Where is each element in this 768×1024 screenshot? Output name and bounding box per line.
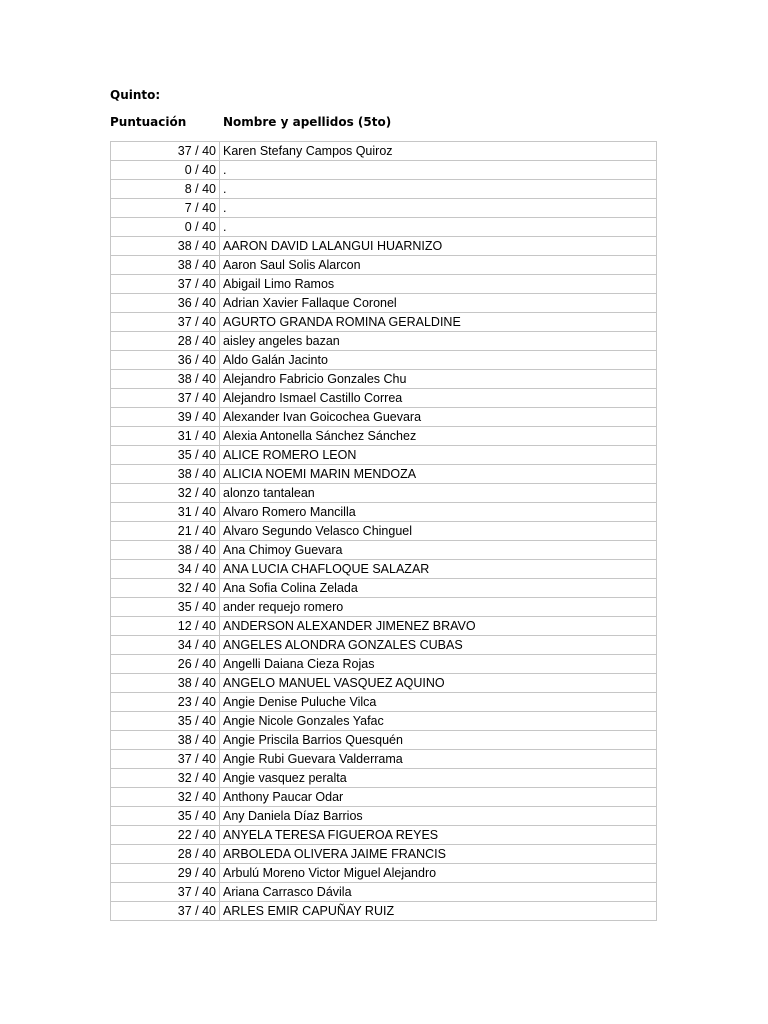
table-row bbox=[111, 883, 657, 902]
table-row bbox=[111, 465, 657, 484]
score-cell: 32 / 40 bbox=[111, 769, 220, 788]
table-row bbox=[111, 199, 657, 218]
score-cell: 28 / 40 bbox=[111, 332, 220, 351]
student-name-cell: Alexander Ivan Goicochea Guevara bbox=[220, 408, 657, 427]
table-row bbox=[111, 313, 657, 332]
scores-table-body bbox=[111, 142, 657, 921]
table-row bbox=[111, 617, 657, 636]
table-row bbox=[111, 218, 657, 237]
score-cell: 7 / 40 bbox=[111, 199, 220, 218]
student-name-cell: ALICIA NOEMI MARIN MENDOZA bbox=[220, 465, 657, 484]
table-row bbox=[111, 541, 657, 560]
score-cell: 21 / 40 bbox=[111, 522, 220, 541]
student-name-cell: aisley angeles bazan bbox=[220, 332, 657, 351]
table-row bbox=[111, 864, 657, 883]
score-cell: 36 / 40 bbox=[111, 351, 220, 370]
student-name-cell: Arbulú Moreno Victor Miguel Alejandro bbox=[220, 864, 657, 883]
score-cell: 38 / 40 bbox=[111, 465, 220, 484]
student-name-cell: ander requejo romero bbox=[220, 598, 657, 617]
table-row bbox=[111, 636, 657, 655]
table-row bbox=[111, 712, 657, 731]
student-name-cell: Alvaro Romero Mancilla bbox=[220, 503, 657, 522]
score-cell: 39 / 40 bbox=[111, 408, 220, 427]
score-cell: 37 / 40 bbox=[111, 902, 220, 921]
student-name-cell: Any Daniela Díaz Barrios bbox=[220, 807, 657, 826]
student-name-cell: . bbox=[220, 180, 657, 199]
student-name-cell: Ana Chimoy Guevara bbox=[220, 541, 657, 560]
table-row bbox=[111, 731, 657, 750]
student-name-cell: . bbox=[220, 218, 657, 237]
student-name-cell: alonzo tantalean bbox=[220, 484, 657, 503]
table-row bbox=[111, 655, 657, 674]
student-name-cell: Angie vasquez peralta bbox=[220, 769, 657, 788]
table-row bbox=[111, 674, 657, 693]
score-cell: 32 / 40 bbox=[111, 788, 220, 807]
student-name-cell: ANGELES ALONDRA GONZALES CUBAS bbox=[220, 636, 657, 655]
table-row bbox=[111, 560, 657, 579]
student-name-cell: Alexia Antonella Sánchez Sánchez bbox=[220, 427, 657, 446]
name-column-header: Nombre y apellidos (5to) bbox=[223, 115, 392, 129]
table-row bbox=[111, 446, 657, 465]
score-cell: 32 / 40 bbox=[111, 579, 220, 598]
score-column-header: Puntuación bbox=[110, 115, 187, 129]
table-row bbox=[111, 807, 657, 826]
table-row bbox=[111, 370, 657, 389]
score-cell: 32 / 40 bbox=[111, 484, 220, 503]
table-row bbox=[111, 750, 657, 769]
score-cell: 37 / 40 bbox=[111, 142, 220, 161]
table-row bbox=[111, 161, 657, 180]
student-name-cell: Angie Priscila Barrios Quesquén bbox=[220, 731, 657, 750]
scores-table bbox=[110, 141, 657, 921]
score-cell: 38 / 40 bbox=[111, 541, 220, 560]
table-row bbox=[111, 294, 657, 313]
student-name-cell: ALICE ROMERO LEON bbox=[220, 446, 657, 465]
score-cell: 35 / 40 bbox=[111, 446, 220, 465]
student-name-cell: Angie Denise Puluche Vilca bbox=[220, 693, 657, 712]
table-row bbox=[111, 769, 657, 788]
table-row bbox=[111, 598, 657, 617]
score-cell: 28 / 40 bbox=[111, 845, 220, 864]
student-name-cell: ARBOLEDA OLIVERA JAIME FRANCIS bbox=[220, 845, 657, 864]
score-cell: 37 / 40 bbox=[111, 275, 220, 294]
student-name-cell: Adrian Xavier Fallaque Coronel bbox=[220, 294, 657, 313]
table-row bbox=[111, 275, 657, 294]
student-name-cell: . bbox=[220, 199, 657, 218]
score-cell: 38 / 40 bbox=[111, 731, 220, 750]
score-cell: 23 / 40 bbox=[111, 693, 220, 712]
section-title: Quinto: bbox=[110, 88, 161, 102]
table-row bbox=[111, 332, 657, 351]
score-cell: 38 / 40 bbox=[111, 256, 220, 275]
table-row bbox=[111, 693, 657, 712]
score-cell: 34 / 40 bbox=[111, 560, 220, 579]
table-row bbox=[111, 142, 657, 161]
score-cell: 26 / 40 bbox=[111, 655, 220, 674]
student-name-cell: AGURTO GRANDA ROMINA GERALDINE bbox=[220, 313, 657, 332]
score-cell: 38 / 40 bbox=[111, 674, 220, 693]
student-name-cell: Ariana Carrasco Dávila bbox=[220, 883, 657, 902]
table-row bbox=[111, 408, 657, 427]
table-row bbox=[111, 351, 657, 370]
student-name-cell: ANDERSON ALEXANDER JIMENEZ BRAVO bbox=[220, 617, 657, 636]
student-name-cell: Aaron Saul Solis Alarcon bbox=[220, 256, 657, 275]
table-row bbox=[111, 826, 657, 845]
student-name-cell: Karen Stefany Campos Quiroz bbox=[220, 142, 657, 161]
score-cell: 38 / 40 bbox=[111, 237, 220, 256]
student-name-cell: Angelli Daiana Cieza Rojas bbox=[220, 655, 657, 674]
student-name-cell: Angie Nicole Gonzales Yafac bbox=[220, 712, 657, 731]
score-cell: 29 / 40 bbox=[111, 864, 220, 883]
student-name-cell: ARLES EMIR CAPUÑAY RUIZ bbox=[220, 902, 657, 921]
student-name-cell: ANGELO MANUEL VASQUEZ AQUINO bbox=[220, 674, 657, 693]
score-cell: 31 / 40 bbox=[111, 503, 220, 522]
score-cell: 8 / 40 bbox=[111, 180, 220, 199]
student-name-cell: Alejandro Fabricio Gonzales Chu bbox=[220, 370, 657, 389]
student-name-cell: Abigail Limo Ramos bbox=[220, 275, 657, 294]
student-name-cell: Ana Sofia Colina Zelada bbox=[220, 579, 657, 598]
student-name-cell: Anthony Paucar Odar bbox=[220, 788, 657, 807]
table-row bbox=[111, 256, 657, 275]
score-cell: 31 / 40 bbox=[111, 427, 220, 446]
student-name-cell: ANA LUCIA CHAFLOQUE SALAZAR bbox=[220, 560, 657, 579]
score-cell: 37 / 40 bbox=[111, 313, 220, 332]
student-name-cell: ANYELA TERESA FIGUEROA REYES bbox=[220, 826, 657, 845]
table-row bbox=[111, 180, 657, 199]
student-name-cell: . bbox=[220, 161, 657, 180]
student-name-cell: Angie Rubi Guevara Valderrama bbox=[220, 750, 657, 769]
student-name-cell: Alejandro Ismael Castillo Correa bbox=[220, 389, 657, 408]
table-row bbox=[111, 237, 657, 256]
table-row bbox=[111, 788, 657, 807]
score-cell: 22 / 40 bbox=[111, 826, 220, 845]
score-cell: 35 / 40 bbox=[111, 598, 220, 617]
table-row bbox=[111, 427, 657, 446]
table-row bbox=[111, 522, 657, 541]
student-name-cell: AARON DAVID LALANGUI HUARNIZO bbox=[220, 237, 657, 256]
score-cell: 38 / 40 bbox=[111, 370, 220, 389]
table-row bbox=[111, 579, 657, 598]
score-cell: 0 / 40 bbox=[111, 161, 220, 180]
table-row bbox=[111, 503, 657, 522]
score-cell: 37 / 40 bbox=[111, 389, 220, 408]
score-cell: 35 / 40 bbox=[111, 807, 220, 826]
score-cell: 37 / 40 bbox=[111, 750, 220, 769]
student-name-cell: Alvaro Segundo Velasco Chinguel bbox=[220, 522, 657, 541]
table-row bbox=[111, 902, 657, 921]
table-row bbox=[111, 484, 657, 503]
student-name-cell: Aldo Galán Jacinto bbox=[220, 351, 657, 370]
score-cell: 35 / 40 bbox=[111, 712, 220, 731]
score-cell: 0 / 40 bbox=[111, 218, 220, 237]
score-cell: 36 / 40 bbox=[111, 294, 220, 313]
score-cell: 37 / 40 bbox=[111, 883, 220, 902]
score-cell: 34 / 40 bbox=[111, 636, 220, 655]
score-cell: 12 / 40 bbox=[111, 617, 220, 636]
table-row bbox=[111, 845, 657, 864]
table-row bbox=[111, 389, 657, 408]
